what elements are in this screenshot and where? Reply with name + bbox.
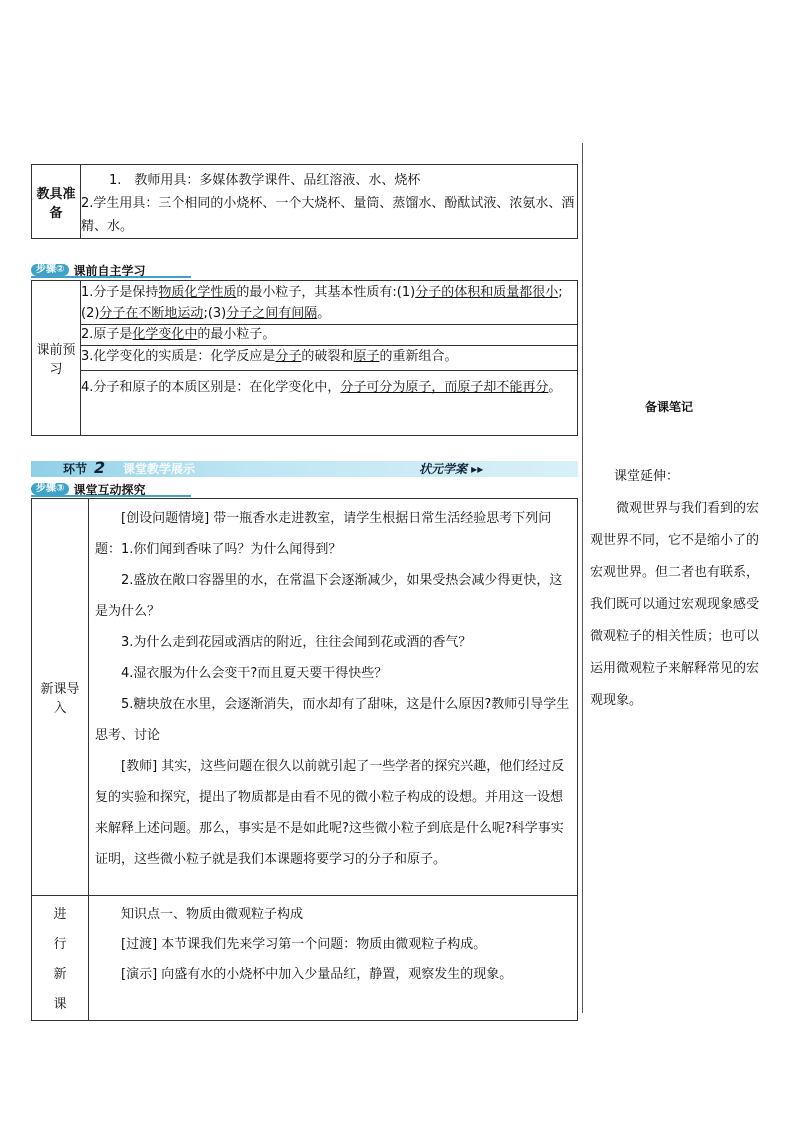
tools-table xyxy=(31,164,578,239)
preview-item-1: 1.分子是保持物质化学性质的最小粒子，其基本性质有:(1)分子的体积和质量都很小;(2)分子在不断地运动;(3)分子之间有间隔。 xyxy=(81,281,578,325)
intro-p5: 5.糖块放在水里，会逐渐消失，而水却有了甜味，这是什么原因?教师引导学生思考、讨论 xyxy=(95,697,570,743)
intro-p4: 4.湿衣服为什么会变干?而且夏天要干得快些？ xyxy=(121,666,388,681)
intro-p6: [教师] 其实，这些问题在很久以前就引起了一些学者的探究兴趣，他们经过反复的实验和探究，提出了物质都是由看不见的微小粒子构成的设想。并用这一设想来解释上述问题。那么，事实是不是如此呢?这些微小粒子到底是什么呢?科学事实证明，这些微小粒子就是我们本课题将要学习的分子和原子。 xyxy=(95,759,565,867)
margin-divider xyxy=(582,143,583,1013)
notes-block xyxy=(590,461,760,717)
banner-right-label: 状元学案 ▸▸ xyxy=(419,462,484,476)
preview-item-2: 2.原子是化学变化中的最小粒子。 xyxy=(81,325,578,346)
preview-table xyxy=(31,280,578,436)
step2-badge: 步骤② xyxy=(31,264,69,276)
section-banner xyxy=(31,458,578,477)
lesson-table xyxy=(31,498,578,1021)
student-tools: 2.学生用具：三个相同的小烧杯、一个大烧杯、量筒、蒸馏水、酚酞试液、浓氨水、酒精、水。 xyxy=(81,196,575,234)
step3-underline xyxy=(31,495,191,497)
step2-underline xyxy=(31,276,191,278)
step2-header xyxy=(31,263,145,277)
step3-title: 课堂互动探究 xyxy=(73,482,146,497)
newlesson-p3: [演示] 向盛有水的小烧杯中加入少量品红，静置，观察发生的现象。 xyxy=(121,967,513,982)
intro-p3: 3.为什么走到花园或酒店的附近，往往会闻到花或酒的香气？ xyxy=(121,635,472,650)
tools-label: 教具准备 xyxy=(32,165,81,239)
newlesson-p2: [过渡] 本节课我们先来学习第一个问题：物质由微观粒子构成。 xyxy=(121,937,487,952)
preview-label: 课前预习 xyxy=(32,281,81,436)
step3-header xyxy=(31,482,145,496)
banner-huanjie: 环节 xyxy=(63,462,88,476)
newlesson-label: 进 行 新 课 xyxy=(32,896,89,1021)
banner-number: 2 xyxy=(94,458,106,477)
newlesson-p1: 知识点一、物质由微观粒子构成 xyxy=(121,907,304,922)
preview-item-3: 3.化学变化的实质是：化学反应是分子的破裂和原子的重新组合。 xyxy=(81,346,578,371)
banner-title: 课堂教学展示 xyxy=(123,462,196,476)
notes-heading: 课堂延伸： xyxy=(614,469,680,484)
notes-body: 微观世界与我们看到的宏观世界不同，它不是缩小了的宏观世界。但二者也有联系，我们既可以通过宏观现象感受微观粒子的相关性质；也可以运用微观粒子来解释常见的宏观现象。 xyxy=(590,501,760,708)
teacher-tools: 1. 教师用具：多媒体教学课件、品红溶液、水、烧杯 xyxy=(109,173,421,188)
step3-badge: 步骤③ xyxy=(31,483,69,495)
preview-item-4: 4.分子和原子的本质区别是：在化学变化中，分子可分为原子，而原子却不能再分。 xyxy=(81,371,578,436)
intro-p2: 2.盛放在敞口容器里的水，在常温下会逐渐减少，如果受热会减少得更快，这是为什么？ xyxy=(95,573,563,619)
intro-label: 新课导入 xyxy=(32,499,89,896)
intro-p1: [创设问题情境] 带一瓶香水走进教室，请学生根据日常生活经验思考下列问题：1.你们闻到香味了吗？为什么闻得到？ xyxy=(95,511,552,557)
step2-title: 课前自主学习 xyxy=(73,263,146,278)
notes-title: 备课笔记 xyxy=(645,400,694,414)
